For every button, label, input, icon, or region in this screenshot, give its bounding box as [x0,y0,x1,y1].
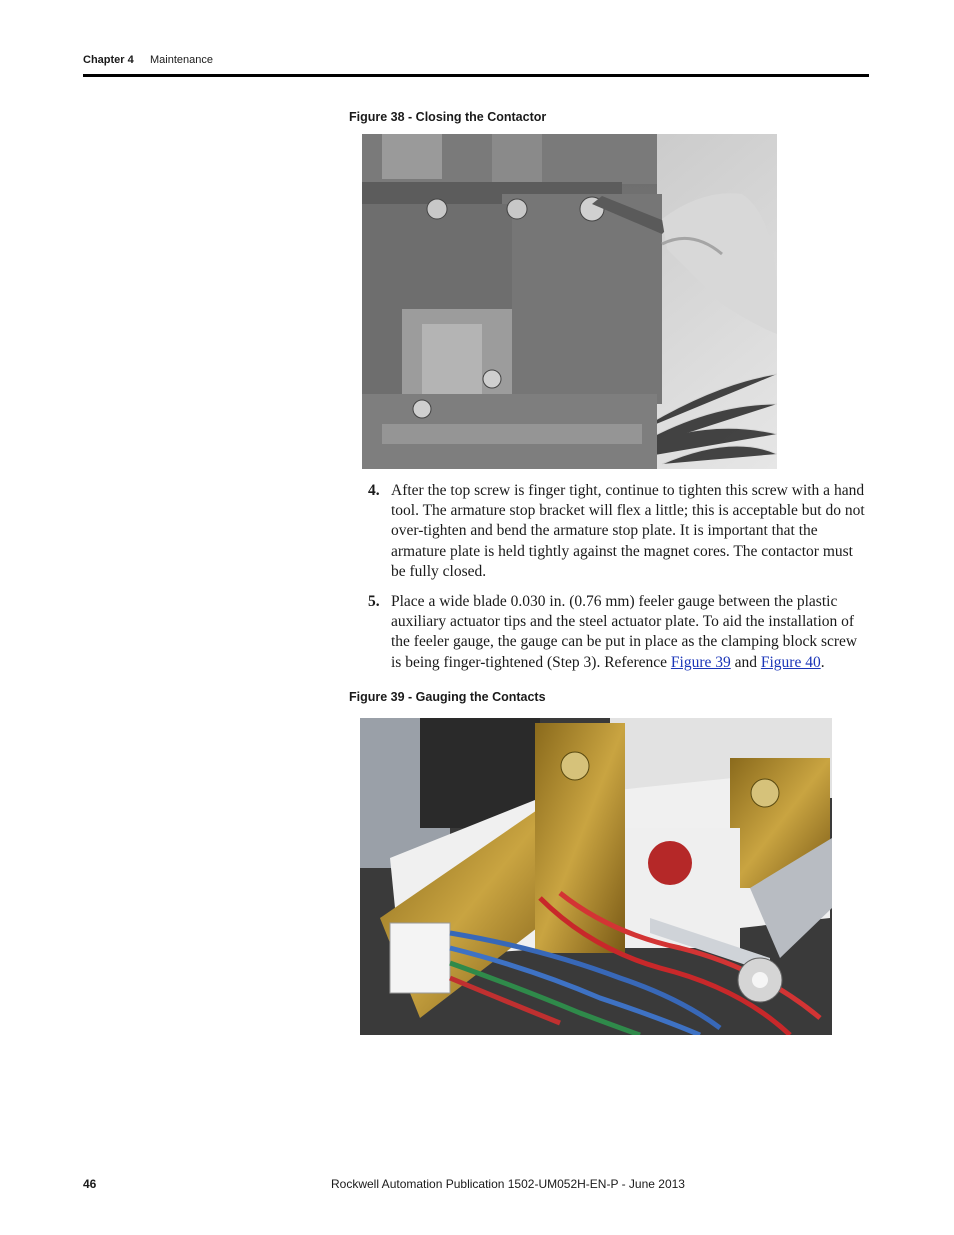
step-5-period: . [820,653,825,671]
step-5-text-body: Place a wide blade 0.030 in. (0.76 mm) feeler gauge between the plastic auxiliary actuator tips and the steel actuator plate. To aid the installation of the feeler gauge, the gauge can be put in place as the clamping block screw is being finger-tightened (Step 3). Reference [391,593,858,671]
figure-39-photo [360,718,832,1035]
step-4-text: After the top screw is finger tight, continue to tighten this screw with a hand tool. The armature stop bracket will flex a little; this is acceptable but do not over-tighten and bend the armature stop plate. It is important that the armature plate is held tightly against the magnet cores. The contactor must be fully closed. [391,482,865,580]
page-number: 46 [83,1177,97,1191]
step-5-text [391,592,868,673]
step-5-and: and [730,653,761,671]
figure-38-caption: Figure 38 - Closing the Contactor [349,110,547,124]
section-label: Maintenance [150,54,213,66]
chapter-label: Chapter 4 [83,54,134,66]
figure-40-link[interactable]: Figure 40 [760,653,821,671]
publication-info: Rockwell Automation Publication 1502-UM052H-EN-P - June 2013 [331,1177,685,1191]
step-5 [368,592,868,673]
step-5-number: 5. [368,593,380,610]
figure-39-link[interactable]: Figure 39 [670,653,731,671]
figure-39-caption: Figure 39 - Gauging the Contacts [349,690,546,704]
figure-38-photo [362,134,777,469]
header-rule [83,74,869,77]
step-4 [368,481,868,582]
step-4-number: 4. [368,482,380,499]
